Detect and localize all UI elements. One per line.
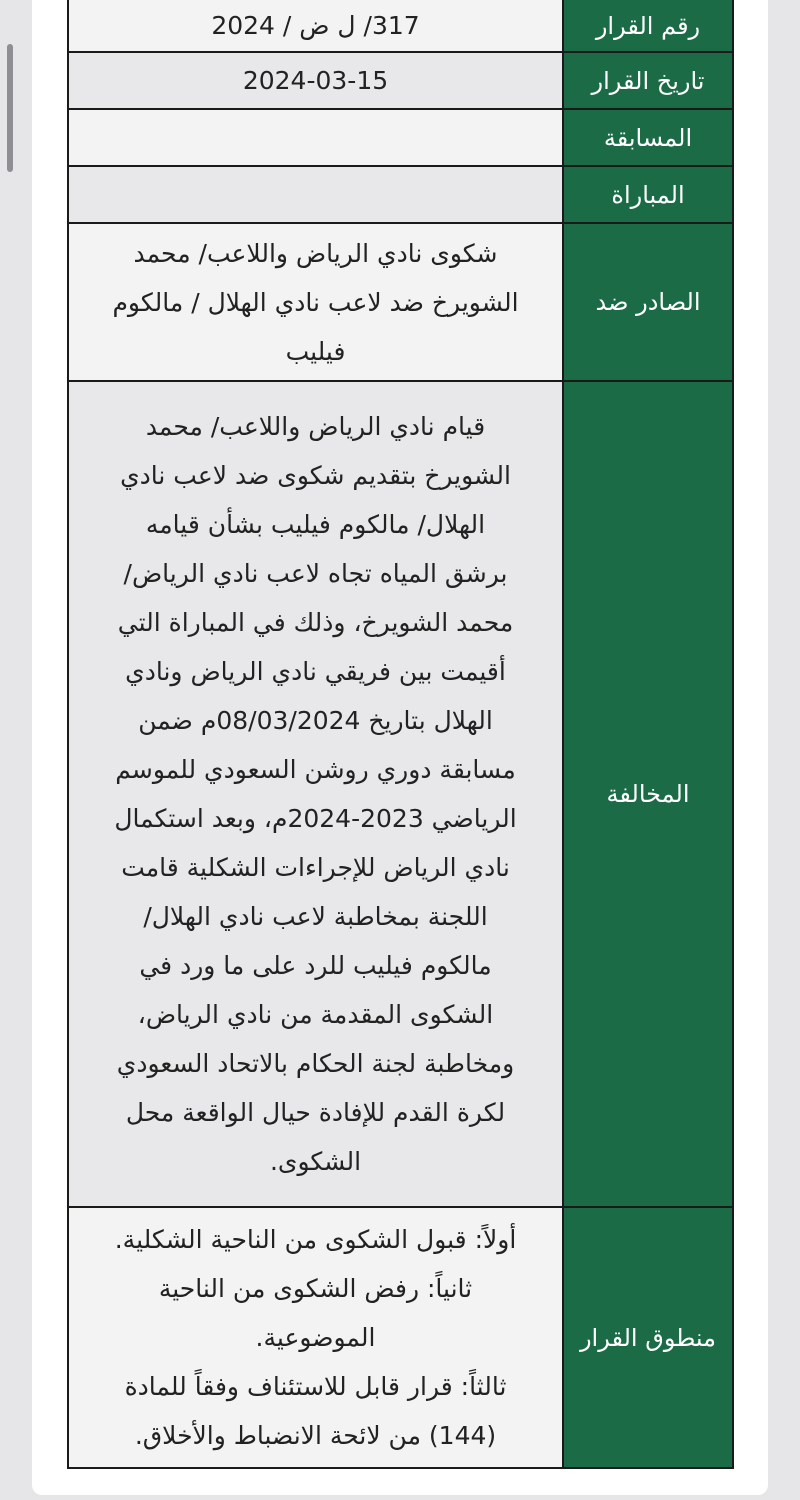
decision-date-value [68, 52, 563, 109]
text-line: مالكوم فيليب للرد على ما ورد في [139, 951, 492, 980]
issued-against-label: الصادر ضد [563, 223, 733, 381]
row-decision-number [68, 0, 733, 52]
row-decision-ruling [68, 1207, 733, 1468]
match-label: المباراة [563, 166, 733, 223]
row-violation [68, 381, 733, 1207]
issued-against-value [68, 223, 563, 381]
text-line: ثانياً: رفض الشكوى من الناحية [158, 1274, 473, 1303]
match-value [68, 166, 563, 223]
text-line: ثالثاً: قرار قابل للاستئناف وفقاً للمادة [124, 1372, 507, 1401]
text-line: الموضوعية. [255, 1323, 376, 1352]
text-line: أقيمت بين فريقي نادي الرياض ونادي [125, 657, 506, 686]
decision-ruling-value [68, 1207, 563, 1468]
competition-value [68, 109, 563, 166]
text-line: الهلال/ مالكوم فيليب بشأن قيامه [145, 510, 486, 539]
row-match [68, 166, 733, 223]
text-line: 317/ ل ض / 2024 [211, 11, 420, 40]
text-line: الرياضي 2023-2024م، وبعد استكمال [114, 804, 517, 833]
text-line: مسابقة دوري روشن السعودي للموسم [115, 755, 516, 784]
row-competition [68, 109, 733, 166]
text-line: محمد الشويرخ، وذلك في المباراة التي [117, 608, 514, 637]
row-issued-against [68, 223, 733, 381]
decision-table [67, 0, 734, 1469]
competition-label: المسابقة [563, 109, 733, 166]
violation-label: المخالفة [563, 381, 733, 1207]
decision-ruling-label: منطوق القرار [563, 1207, 733, 1468]
text-line: الشكوى. [269, 1147, 362, 1176]
text-line: اللجنة بمخاطبة لاعب نادي الهلال/ [143, 902, 488, 931]
decision-number-value [68, 0, 563, 52]
text-line: برشق المياه تجاه لاعب نادي الرياض/ [123, 559, 508, 588]
text-line: لكرة القدم للإفادة حيال الواقعة محل [125, 1098, 506, 1127]
text-line: أولاً: قبول الشكوى من الناحية الشكلية. [114, 1225, 517, 1254]
text-line: 2024-03-15 [242, 66, 389, 95]
violation-value [68, 381, 563, 1207]
text-line: نادي الرياض للإجراءات الشكلية قامت [121, 853, 510, 882]
text-line: الشويرخ بتقديم شكوى ضد لاعب نادي [120, 461, 511, 490]
text-line: (144) من لائحة الانضباط والأخلاق. [134, 1421, 497, 1450]
text-line: شكوى نادي الرياض واللاعب/ محمد [133, 238, 498, 268]
text-line: الشكوى المقدمة من نادي الرياض، [137, 1000, 494, 1029]
text-line: الشويرخ ضد لاعب نادي الهلال / مالكوم [112, 287, 519, 317]
scrollbar[interactable] [7, 44, 13, 172]
text-line: قيام نادي الرياض واللاعب/ محمد [145, 412, 486, 441]
decision-date-label: تاريخ القرار [563, 52, 733, 109]
decision-number-label: رقم القرار [563, 0, 733, 52]
text-line: ومخاطبة لجنة الحكام بالاتحاد السعودي [116, 1049, 515, 1078]
text-line: الهلال بتاريخ 08/03/2024م ضمن [138, 706, 493, 735]
row-decision-date [68, 52, 733, 109]
text-line: فيليب [285, 336, 346, 366]
